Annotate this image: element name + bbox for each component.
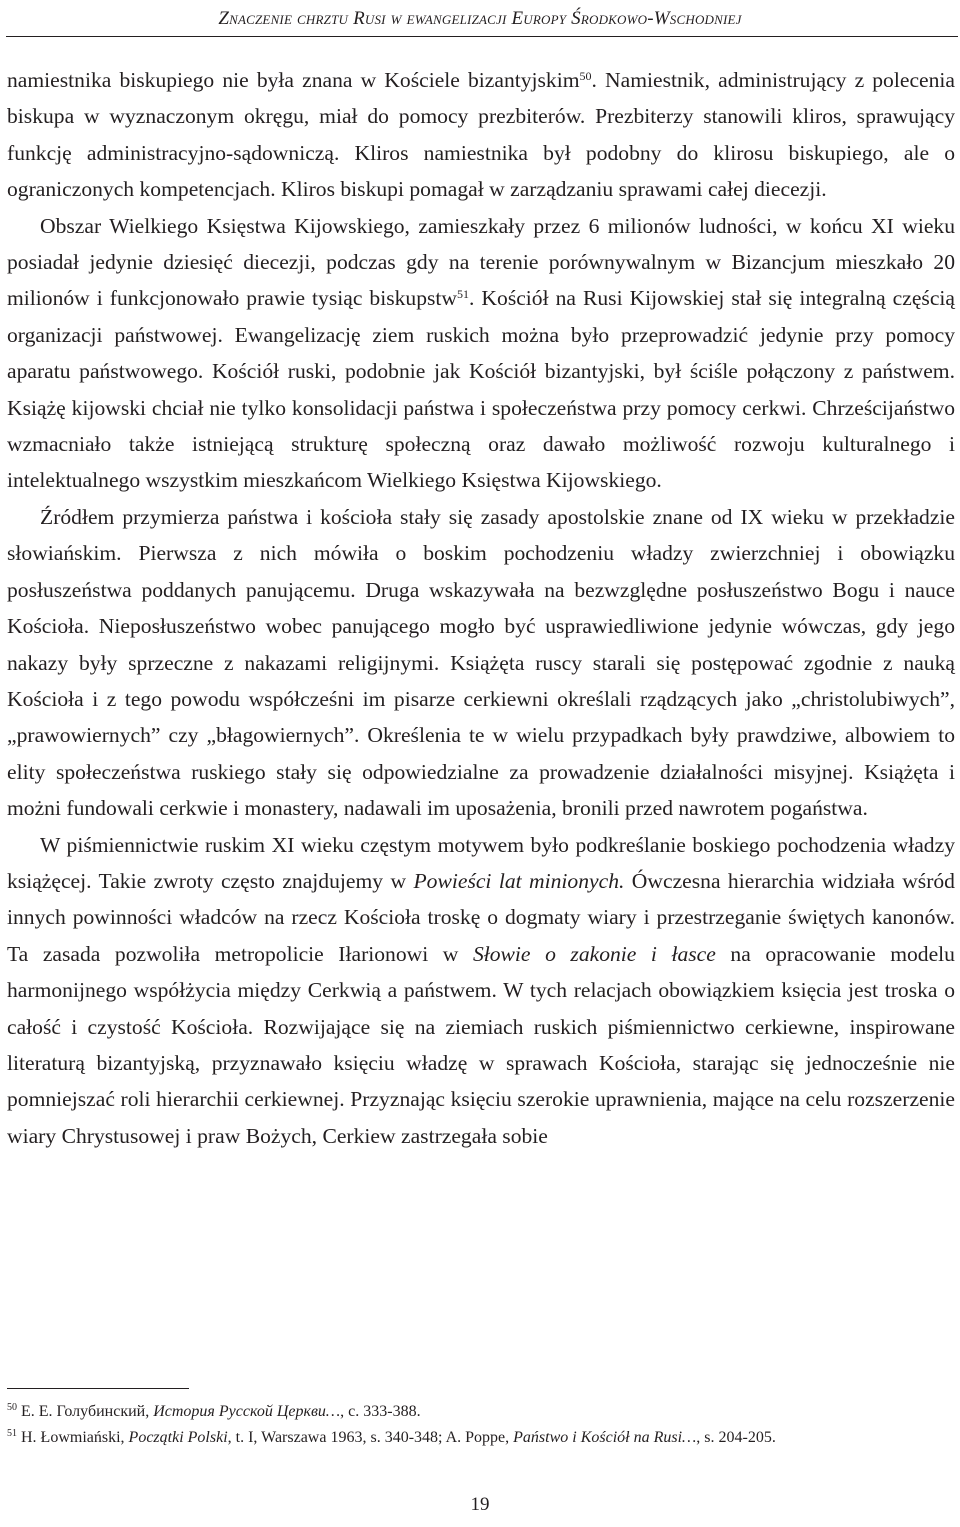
running-head-part: uropy <box>523 8 572 29</box>
text-run: Ówczesna hierarchia widziała wśród innych powinności władców na rzecz Kościoła troskę o dogmaty wiary i przestrzeganie świętych kanonów. Ta zasada pozwoliła metropolicie Iłarionowi w <box>7 868 955 966</box>
italic-title: История Русской Церкви… <box>153 1403 341 1420</box>
running-head-part: R <box>353 8 365 29</box>
running-head-part: usi w ewangelizacji <box>364 8 512 29</box>
page-number: 19 <box>470 1494 490 1515</box>
footnote-ref-50: 50 <box>579 69 592 83</box>
body-text <box>7 62 955 1154</box>
text-run: Е. Е. Голубинский, <box>17 1403 154 1420</box>
text-run: namiestnika biskupiego nie była znana w Kościele bizantyjskim <box>7 68 580 92</box>
running-head-part: Ś <box>571 8 581 29</box>
footnote-ref-51: 51 <box>457 287 470 302</box>
paragraph-2 <box>7 208 955 499</box>
text-run: , s. 204-205. <box>696 1429 776 1446</box>
footnote-number: 50 <box>7 1402 17 1413</box>
text-run: W piśmiennictwie ruskim XI wieku częstym motywem było podkreślanie boskiego pochodzenia władzy książęcej. Takie zwroty często znajdujemy w <box>7 832 955 893</box>
italic-title: Słowie o zakonie i łasce <box>472 941 716 966</box>
footnote-51 <box>7 1425 955 1451</box>
running-head-part: rodkowo- <box>580 8 654 29</box>
text-run: , с. 333-388. <box>340 1403 421 1420</box>
italic-title: Początki Polski <box>128 1429 228 1446</box>
paragraph-4 <box>7 827 955 1155</box>
running-head-part: E <box>511 8 524 29</box>
footnote-50 <box>7 1399 955 1425</box>
footnotes <box>7 1399 955 1451</box>
text-run: , t. I, Warszawa 1963, s. 340-348; A. Poppe, <box>227 1429 514 1446</box>
running-head-part: Z <box>218 8 230 29</box>
running-head-part: schodniej <box>669 8 742 29</box>
running-head <box>0 8 960 30</box>
paragraph-3: Źródłem przymierza państwa i kościoła stały się zasady apostolskie znane od IX wieku w przekładzie słowiańskim. Pierwsza z nich mówiła o boskim pochodzeniu władzy zwierzchniej i obowiązku posłuszeństwa poddanych panującemu. Druga wskazywała na bezwzględne posłuszeństwo Bogu i nauce Kościoła. Nieposłuszeństwo wobec panującego mogło być usprawiedliwione jedynie wówczas, gdy jego nakazy były sprzeczne z nakazami religijnymi. Książęta ruscy starali się postępować zgodnie z nauką Kościoła i z tego powodu współcześni im pisarze cerkiewni określali rządzących jako „christolubiwych”, „prawowiernych” czy „błagowiernych”. Określenia te w wielu przypadkach były prawdziwe, albowiem to elity społeczeństwa ruskiego stały się odpowiedzialne za prowadzenie działalności misyjnej. Książęta i możni fundowali cerkwie i monastery, nadawali im uposażenia, bronili przed nawrotem pogaństwa. <box>7 504 955 821</box>
running-head-part: naczenie chrztu <box>229 8 354 29</box>
paragraph-1 <box>7 62 955 208</box>
text-run: Obszar Wielkiego Księstwa Kijowskiego, zamieszkały przez 6 milionów ludności, w końcu XI wieku posiadał jedynie dziesięć diecezji, podczas gdy na terenie porównywalnym w Bizancjum mieszkało 20 milionów i funkcjonowało prawie tysiąc biskupstw <box>7 213 955 311</box>
running-head-part: W <box>653 8 670 29</box>
text-run: . Namiestnik, administrujący z polecenia biskupa w wyznaczonym okręgu, miał do pomocy prezbiterów. Prezbiterzy stanowili kliros, sprawujący funkcję administracyjno-sądowniczą. Kliros namiestnika był podobny do klirosu biskupiego, ale o ograniczonych kompetencjach. Kliros biskupi pomagał w zarządzaniu sprawami całej diecezji. <box>7 68 955 202</box>
text-run: . Kościół na Rusi Kijowskiej stał się integralną częścią organizacji państwowej. Ewangelizację ziem ruskich można było przeprowadzić jedynie przy pomocy aparatu państwowego. Kościół ruski, podobnie jak Kościół bizantyjski, był ściśle połączony z państwem. Książę kijowski chciał nie tylko konsolidacji państwa i społeczeństwa przy pomocy cerkwi. Chrześcijaństwo wzmacniało także istniejącą strukturę społeczną oraz dawało możliwość rozwoju kulturalnego i intelektualnego wszystkim mieszkańcom Wielkiego Księstwa Kijowskiego. <box>7 286 955 493</box>
footnote-number: 51 <box>7 1428 17 1439</box>
footnote-rule <box>7 1388 189 1389</box>
italic-title: Powieści lat minionych. <box>413 868 625 893</box>
text-run: H. Łowmiański, <box>17 1429 129 1446</box>
text-run: na opracowanie modelu harmonijnego współżycia między Cerkwią a państwem. W tych relacjach obowiązkiem księcia jest troska o całość i czystość Kościoła. Rozwijające się na ziemiach ruskich piśmiennictwo cerkiewne, inspirowane literaturą bizantyjską, przyznawało księciu władzę w sprawach Kościoła, starając się jednocześnie nie pomniejszać roli hierarchii cerkiewnej. Przyznając księciu szerokie uprawnienia, mające na celu rozszerzenie wiary Chrystusowej i praw Bożych, Cerkiew zastrzegała sobie <box>7 941 955 1148</box>
italic-title: Państwo i Kościół na Rusi… <box>513 1429 697 1446</box>
header-rule <box>6 36 958 37</box>
